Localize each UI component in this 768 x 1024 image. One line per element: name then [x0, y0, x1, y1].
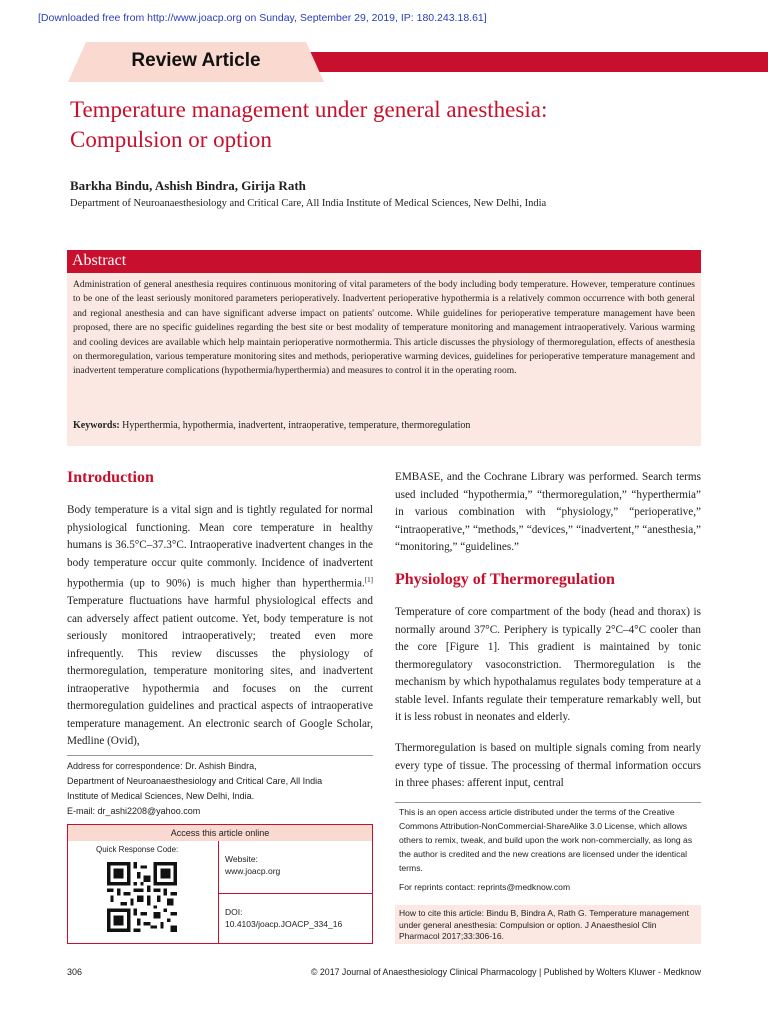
- qr-label: Quick Response Code:: [96, 845, 179, 854]
- keywords-label: Keywords:: [73, 420, 120, 431]
- correspondence-divider: [67, 755, 373, 756]
- correspondence-address: [67, 759, 373, 819]
- download-notice: [Downloaded free from http://www.joacp.org on Sunday, September 29, 2019, IP: 180.243.18.61]: [38, 12, 487, 24]
- abstract-text: Administration of general anesthesia requires continuous monitoring of vital parameters of the body including body temperature. However, temperature continues to be one of the least seriously monitored parameters perioperatively. Inadvertent perioperative hypothermia is a relatively common occurrence with both general and regional anesthesia and can have significant adverse impact on patients' outcome. While guidelines for perioperative temperature management have been proposed, there are no specific guidelines regarding the best site or best modality of temperature monitoring and management intraoperatively. Various warming and cooling devices are available which help maintain perioperative normothermia. This article discusses the physiology of thermoregulation, effects of anesthesia on thermoregulation, various temperature monitoring sites and methods, perioperative warming devices, guidelines for perioperative temperature management and inadvertent temperature complications (hypothermia/hyperthermia) and measures to control it in the operating room.: [73, 280, 695, 377]
- website-label: Website:: [225, 854, 258, 864]
- access-heading: Access this article online: [68, 825, 372, 841]
- correspondence-email[interactable]: E-mail: dr_ashi2208@yahoo.com: [67, 806, 201, 816]
- doi-link[interactable]: 10.4103/joacp.JOACP_334_16: [225, 919, 343, 929]
- physiology-heading: Physiology of Thermoregulation: [395, 571, 615, 588]
- search-paragraph: EMBASE, and the Cochrane Library was performed. Search terms used included “hypothermia,” “thermoregulation,” “hyperthermia” in various combination with “physiology,” “perioperative,” “intraoperative,” “methods,” “devices,” “inadvertent,” “anesthesia,” “monitoring,” “guidelines.”: [395, 471, 701, 553]
- license-text: This is an open access article distributed under the terms of the Creative Commons Attribution-NonCommercial-ShareAlike 3.0 License, which allows others to remix, tweak, and build upon the work non-commercially, as long as the author is credited and the new creations are licensed under the identical terms.: [399, 807, 693, 873]
- abstract-heading: Abstract: [72, 252, 127, 269]
- abstract-header-bar: [67, 250, 701, 273]
- correspondence-line: Department of Neuroanaesthesiology and Critical Care, All India: [67, 776, 323, 786]
- page-number: 306: [67, 967, 83, 977]
- reprints-contact[interactable]: For reprints contact: reprints@medknow.com: [399, 882, 571, 892]
- header-red-bar: [265, 52, 768, 72]
- keywords: [73, 420, 695, 431]
- physiology-paragraph-2: Thermoregulation is based on multiple signals coming from nearly every type of tissue. The processing of thermal information occurs in three phases: afferent input, central: [395, 742, 701, 789]
- reference-link[interactable]: [1]: [364, 576, 373, 584]
- citation-text: How to cite this article: Bindu B, Bindra A, Rath G. Temperature management under general anesthesia: Compulsion or option. J Anaesthesiol Clin Pharmacol 2017;33:306-16.: [399, 908, 689, 941]
- article-type-label: Review Article: [131, 50, 261, 71]
- keywords-list: Hyperthermia, hypothermia, inadvertent, intraoperative, temperature, thermoregulation: [122, 420, 471, 431]
- authors: Barkha Bindu, Ashish Bindra, Girija Rath: [70, 178, 306, 193]
- intro-text-a: Body temperature is a vital sign and is tightly regulated for normal physiological functioning. Mean core temperature in healthy humans is 36.5°C–37.3°C. Intraoperative inadvertent changes in the body temperature occur quite commonly. Incidence of inadvertent hypothermia (up to 90%) is much higher than hyperthermia.: [67, 504, 373, 590]
- doi-label: DOI:: [225, 907, 243, 917]
- correspondence-line: Institute of Medical Sciences, New Delhi, India.: [67, 791, 255, 801]
- qr-code-icon[interactable]: [107, 862, 177, 932]
- physiology-paragraph-1: Temperature of core compartment of the body (head and thorax) is normally around 37°C. Periphery is typically 2°C–4°C cooler than the core [Figure 1]. This gradient is maintained by tonic thermoregulatory vasoconstriction. Thermoregulation is the mechanism by which hypothalamus regulates body temperature at a stable level. Infants regulate their temperature remarkably well, but it is less robust in neonates and elderly.: [395, 606, 701, 723]
- title-line-1: Temperature management under general anesthesia:: [70, 97, 548, 122]
- footer-copyright: © 2017 Journal of Anaesthesiology Clinical Pharmacology | Published by Wolters Kluwer - Medknow: [310, 967, 701, 977]
- license-divider: [395, 802, 701, 803]
- website-link[interactable]: www.joacp.org: [225, 866, 281, 876]
- correspondence-line: Address for correspondence: Dr. Ashish Bindra,: [67, 761, 257, 771]
- access-divider-vertical: [218, 841, 219, 943]
- title-line-2: Compulsion or option: [70, 127, 272, 152]
- introduction-paragraph: [67, 502, 373, 751]
- access-divider-horizontal: [219, 893, 372, 894]
- introduction-heading: Introduction: [67, 469, 154, 486]
- affiliation: Department of Neuroanaesthesiology and Critical Care, All India Institute of Medical Sciences, New Delhi, India: [70, 198, 547, 209]
- article-title: [70, 95, 690, 155]
- intro-text-b: Temperature fluctuations have harmful physiological effects and can adversely affect patient outcome. Yet, body temperature is not seriously monitored intraoperatively; treated even more infrequently. This review discusses the physiology of thermoregulation, temperature monitoring sites, and inadvertent intraoperative hypothermia and focuses on the current thermoregulation guidelines and practical aspects of intraoperative temperature management. An electronic search of Google Scholar, Medline (Ovid),: [67, 595, 373, 748]
